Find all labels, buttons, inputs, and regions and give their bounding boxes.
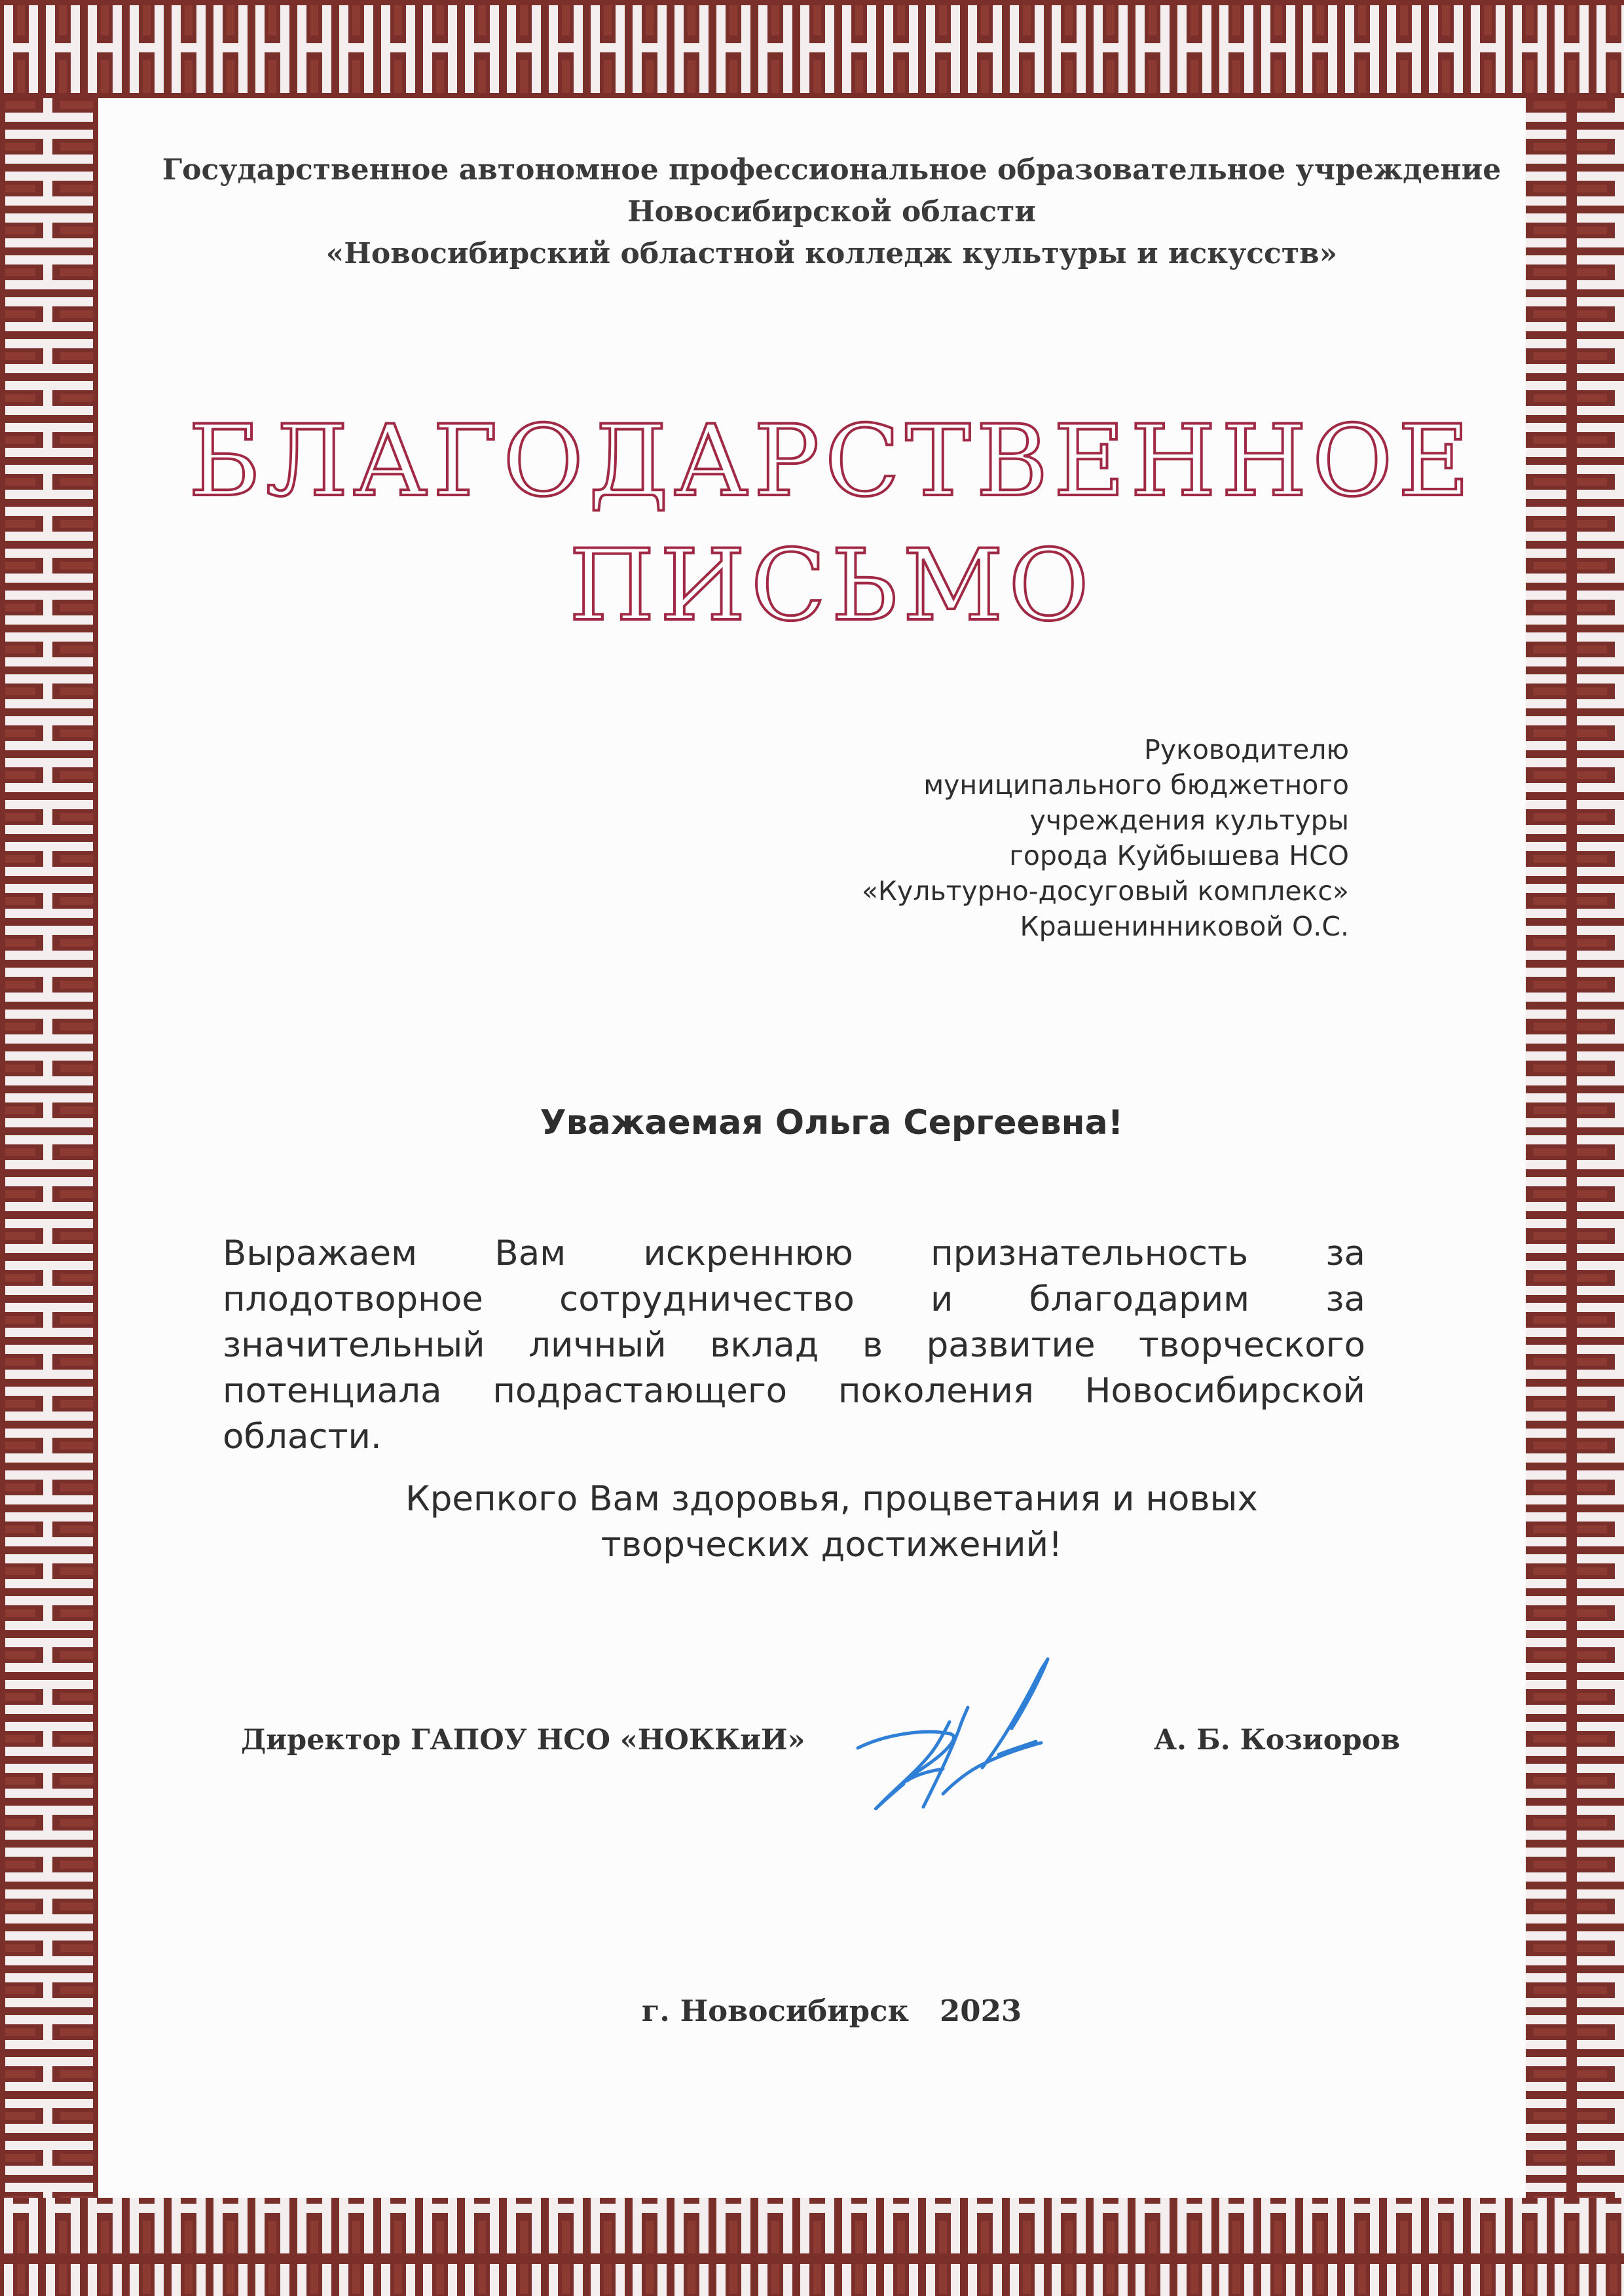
wish-line: творческих достижений! bbox=[600, 1525, 1063, 1565]
signatory-title: Директор ГАПОУ НСО «НОККиИ» bbox=[241, 1724, 805, 1757]
recipient-block bbox=[862, 732, 1349, 944]
recipient-line: «Культурно-досуговый комплекс» bbox=[861, 875, 1349, 907]
header-line: Государственное автономное профессиональное образовательное учреждение bbox=[162, 153, 1502, 187]
recipient-line: Крашенинниковой О.С. bbox=[1020, 911, 1349, 942]
recipient-line: города Куйбышева НСО bbox=[1009, 840, 1349, 871]
handwritten-signature-icon bbox=[845, 1650, 1067, 1827]
title-line: БЛАГОДАРСТВЕННОЕ bbox=[188, 405, 1475, 519]
recipient-line: муниципального бюджетного bbox=[923, 769, 1349, 801]
place: г. Новосибирск bbox=[641, 1994, 909, 2028]
body-paragraph: Выражаем Вам искреннюю признательность за плодотворное сотрудничество и благодарим за значительный личный вклад в развитие творческого потенциала подрастающего поколения Новосибирской области. bbox=[223, 1233, 1365, 1457]
wish-line: Крепкого Вам здоровья, процветания и новых bbox=[405, 1479, 1258, 1519]
recipient-line: Руководителю bbox=[1144, 734, 1349, 765]
place-and-year bbox=[131, 1990, 1532, 2032]
letter-title bbox=[131, 399, 1532, 648]
wish-block bbox=[131, 1476, 1532, 1568]
title-line: ПИСЬМО bbox=[568, 529, 1095, 643]
header-line: «Новосибирский областной колледж культуры и искусств» bbox=[325, 237, 1338, 270]
recipient-line: учреждения культуры bbox=[1029, 805, 1349, 836]
institution-header bbox=[131, 149, 1532, 275]
header-line: Новосибирской области bbox=[627, 195, 1036, 228]
signatory-name: А. Б. Козиоров bbox=[1154, 1724, 1401, 1757]
greeting: Уважаемая Ольга Сергеевна! bbox=[540, 1103, 1124, 1142]
year: 2023 bbox=[940, 1994, 1022, 2028]
